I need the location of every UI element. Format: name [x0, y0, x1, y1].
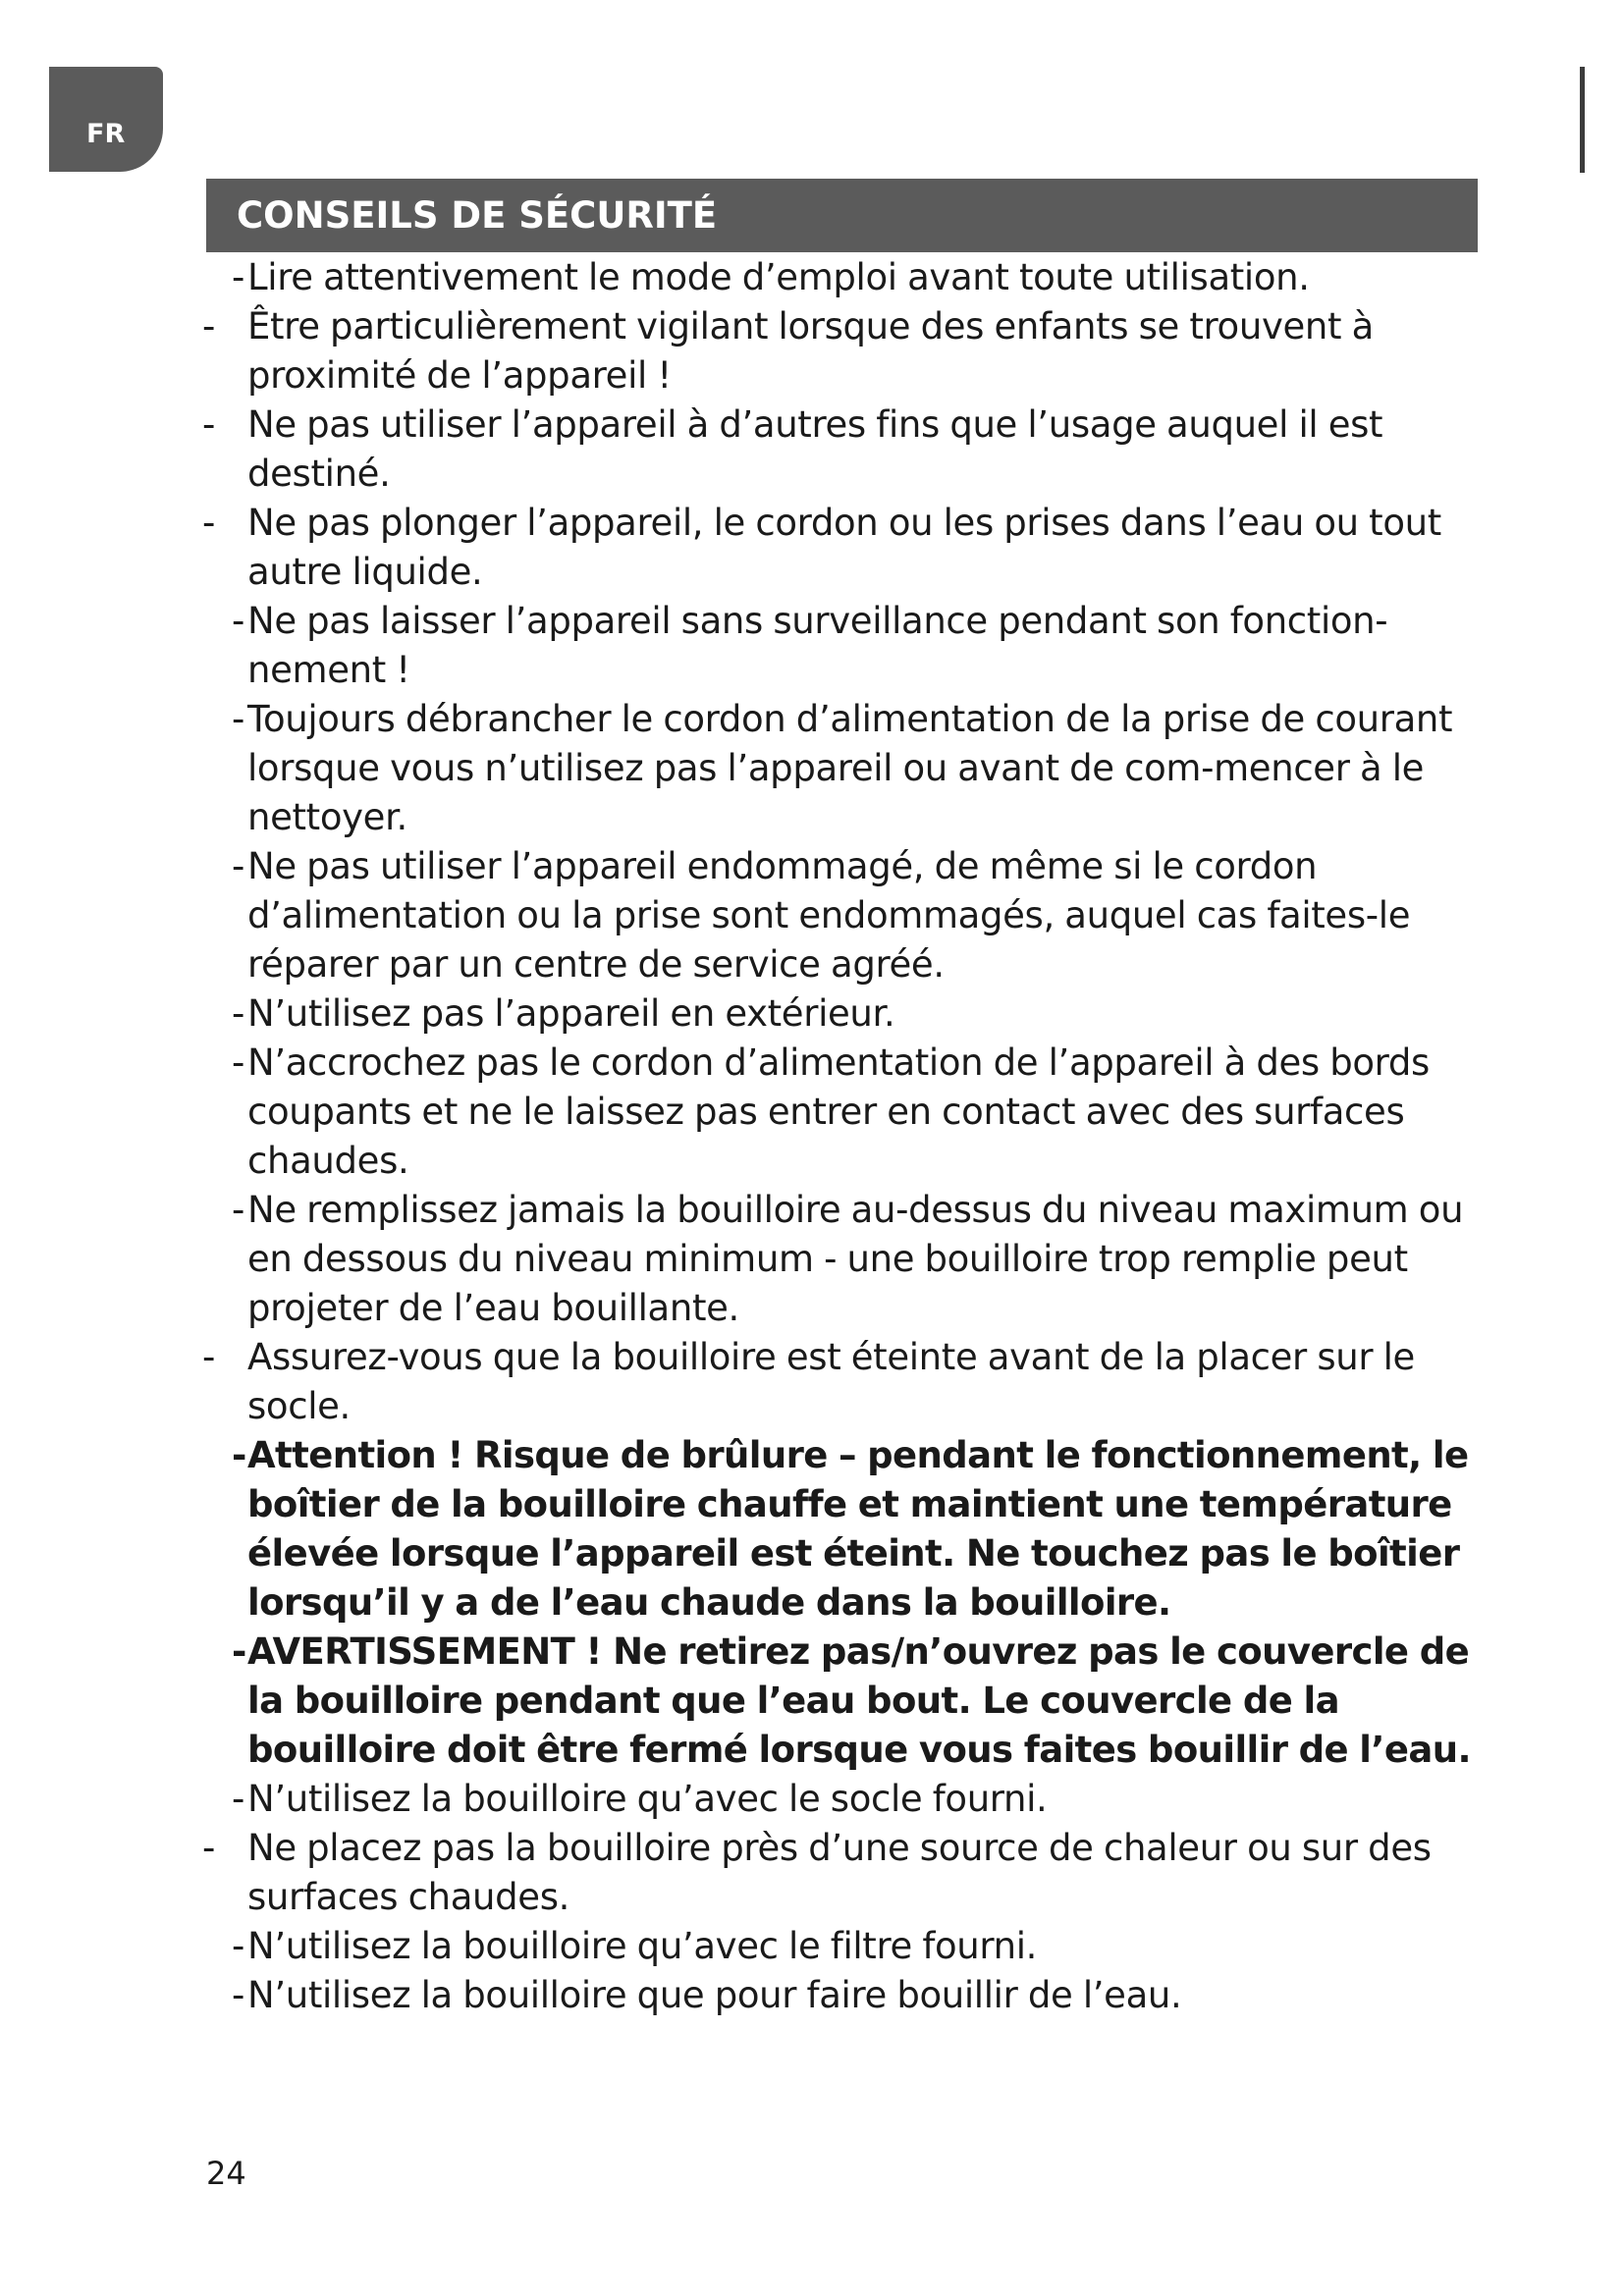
language-label: FR — [86, 119, 126, 149]
list-item — [0, 597, 1508, 695]
language-tab — [49, 67, 163, 172]
list-bullet: - — [232, 1434, 246, 1476]
list-item-text: Assurez-vous que la bouilloire est éteinte avant de la placer sur le socle. — [247, 1336, 1415, 1427]
list-item — [0, 1824, 1508, 1922]
list-bullet: - — [232, 992, 245, 1035]
list-item — [0, 1775, 1508, 1824]
list-item — [0, 989, 1508, 1039]
list-bullet: - — [232, 1041, 245, 1084]
list-item — [0, 1039, 1508, 1186]
list-item-text: Ne placez pas la bouilloire près d’une source de chaleur ou sur des surfaces chaudes. — [247, 1827, 1432, 1918]
list-item — [0, 302, 1508, 400]
list-item-text: N’utilisez la bouilloire qu’avec le filtre fourni. — [247, 1925, 1038, 1967]
list-bullet: - — [202, 1827, 216, 1869]
list-item-warning — [0, 1431, 1508, 1628]
list-bullet: - — [202, 1336, 216, 1378]
list-item — [0, 1186, 1508, 1333]
list-bullet: - — [202, 305, 216, 347]
list-bullet: - — [232, 1925, 245, 1967]
safety-list — [0, 253, 1624, 2020]
list-item-text: Lire attentivement le mode d’emploi avant toute utilisation. — [247, 256, 1310, 298]
list-item — [0, 842, 1508, 989]
list-item-text: Ne pas utiliser l’appareil à d’autres fins que l’usage auquel il est destiné. — [247, 403, 1383, 495]
list-item-text: N’utilisez la bouilloire que pour faire bouillir de l’eau. — [247, 1974, 1182, 2016]
list-item — [0, 695, 1508, 842]
list-item-text: Toujours débrancher le cordon d’alimentation de la prise de courant lorsque vous n’utilisez pas l’appareil ou avant de com-mencer à le nettoyer. — [247, 698, 1453, 838]
list-bullet: - — [232, 600, 245, 642]
list-item — [0, 253, 1508, 302]
list-item-text: N’utilisez la bouilloire qu’avec le socle fourni. — [247, 1778, 1048, 1820]
list-item — [0, 1333, 1508, 1431]
list-item-text: Ne pas laisser l’appareil sans surveillance pendant son fonction-nement ! — [247, 600, 1388, 691]
list-item-text: N’utilisez pas l’appareil en extérieur. — [247, 992, 895, 1035]
list-item-text: Être particulièrement vigilant lorsque des enfants se trouvent à proximité de l’appareil ! — [247, 305, 1374, 397]
section-header — [206, 179, 1478, 252]
list-item — [0, 1922, 1508, 1971]
list-item-text: AVERTISSEMENT ! Ne retirez pas/n’ouvrez pas le couvercle de la bouilloire pendant que l’eau bout. Le couvercle de la bouilloire doit être fermé lorsque vous faites bouillir de l’eau. — [247, 1630, 1471, 1771]
list-item-text: Ne pas utiliser l’appareil endommagé, de même si le cordon d’alimentation ou la prise sont endommagés, auquel cas faites-le réparer par un centre de service agréé. — [247, 845, 1411, 986]
margin-rule — [1580, 67, 1585, 173]
list-bullet: - — [232, 1630, 246, 1673]
list-item-text: Attention ! Risque de brûlure – pendant le fonctionnement, le boîtier de la bouilloire chauffe et maintient une température élevée lorsque l’appareil est éteint. Ne touchez pas le boîtier lorsqu’il y a de l’eau chaude dans la bouilloire. — [247, 1434, 1469, 1624]
list-bullet: - — [202, 403, 216, 446]
list-item-text: Ne remplissez jamais la bouilloire au-dessus du niveau maximum ou en dessous du niveau minimum - une bouilloire trop remplie peut projeter de l’eau bouillante. — [247, 1189, 1464, 1329]
list-item — [0, 499, 1508, 597]
list-bullet: - — [232, 845, 245, 887]
section-title: CONSEILS DE SÉCURITÉ — [237, 194, 718, 237]
list-item-warning — [0, 1628, 1508, 1775]
list-bullet: - — [232, 1778, 245, 1820]
page-number: 24 — [206, 2155, 246, 2192]
list-bullet: - — [232, 1189, 245, 1231]
list-item-text: N’accrochez pas le cordon d’alimentation de l’appareil à des bords coupants et ne le laissez pas entrer en contact avec des surfaces chaudes. — [247, 1041, 1430, 1182]
list-item — [0, 1971, 1508, 2020]
list-bullet: - — [202, 502, 216, 544]
list-bullet: - — [232, 698, 245, 740]
list-bullet: - — [232, 1974, 245, 2016]
list-item — [0, 400, 1508, 499]
list-item-text: Ne pas plonger l’appareil, le cordon ou les prises dans l’eau ou tout autre liquide. — [247, 502, 1441, 593]
list-bullet: - — [232, 256, 245, 298]
